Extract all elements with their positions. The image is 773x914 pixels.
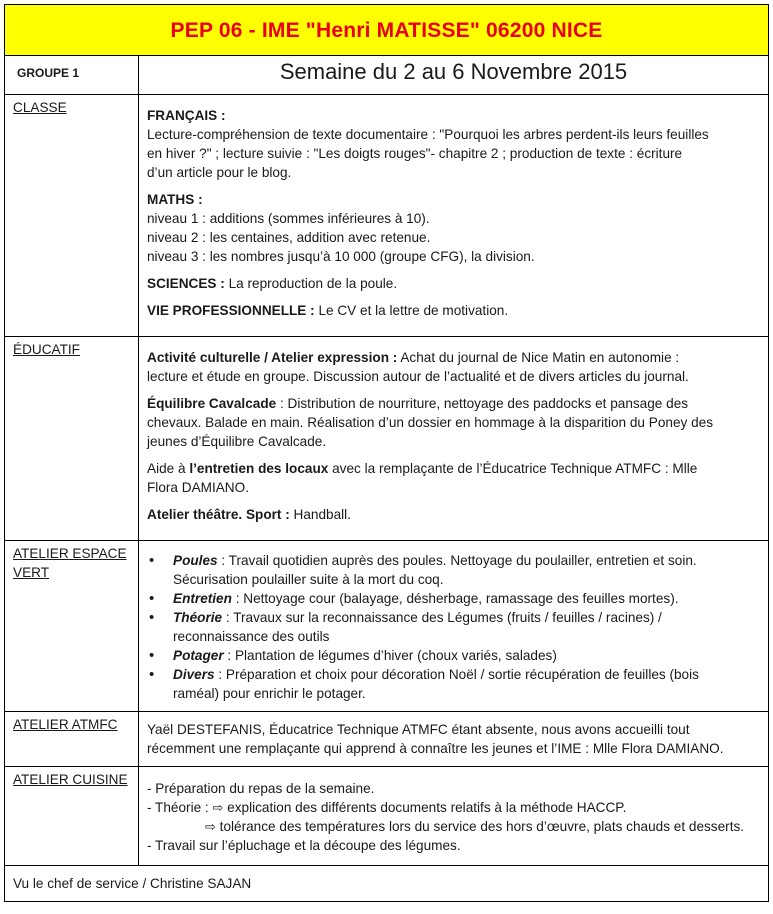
section-label-educatif: ÉDUCATIF <box>5 337 139 541</box>
item-text: : Nettoyage cour (balayage, désherbage, ramassage des feuilles mortes). <box>231 591 679 606</box>
label-line: ATELIER ESPACE <box>13 546 127 561</box>
arrow-right-icon: ⇨ <box>212 800 224 815</box>
equilibre-cavalcade-block <box>147 394 758 451</box>
atmfc-line: récemment une remplaçante qui apprend à connaître les jeunes et l’IME : Mlle Flora DAMIANO. <box>147 741 724 756</box>
document-title: PEP 06 - IME "Henri MATISSE" 06200 NICE <box>5 5 769 56</box>
item-title: Entretien <box>173 591 232 606</box>
section-label-classe: CLASSE <box>5 95 139 337</box>
sciences-block <box>147 274 758 293</box>
theatre-sport-block <box>147 505 758 524</box>
cuisine-subitem: explication des différents documents relatifs à la méthode HACCP. <box>223 800 627 815</box>
activite-culturelle-text: lecture et étude en groupe. Discussion autour de l’actualité et de divers articles du journal. <box>147 369 689 384</box>
item-title: Théorie <box>173 610 223 625</box>
list-item <box>147 665 758 703</box>
sciences-text: La reproduction de la poule. <box>224 276 398 291</box>
list-item <box>147 608 758 646</box>
list-item <box>147 551 758 589</box>
entretien-locaux-title: l’entretien des locaux <box>189 461 329 476</box>
equilibre-cavalcade-text: : Distribution de nourriture, nettoyage des paddocks et pansage des <box>276 396 689 411</box>
entretien-locaux-block <box>147 459 758 497</box>
item-text: Sécurisation poulailler suite à la mort du coq. <box>173 572 444 587</box>
activite-culturelle-title: Activité culturelle / Atelier expression : <box>147 350 398 365</box>
section-classe <box>5 95 769 337</box>
week-title: Semaine du 2 au 6 Novembre 2015 <box>139 56 769 95</box>
entretien-locaux-text: Flora DAMIANO. <box>147 480 249 495</box>
francais-line: Lecture-compréhension de texte documentaire : "Pourquoi les arbres perdent-ils leurs feuilles <box>147 127 709 142</box>
header-row <box>5 5 769 56</box>
maths-line: niveau 3 : les nombres jusqu’à 10 000 (groupe CFG), la division. <box>147 249 535 264</box>
list-item <box>147 646 758 665</box>
vie-pro-block <box>147 301 758 320</box>
francais-block <box>147 106 758 182</box>
section-content-cuisine <box>139 767 769 866</box>
group-label: GROUPE 1 <box>5 56 139 95</box>
atmfc-line: Yaël DESTEFANIS, Éducatrice Technique ATMFC étant absente, nous avons accueilli tout <box>147 722 690 737</box>
item-text: reconnaissance des outils <box>173 629 330 644</box>
section-educatif <box>5 337 769 541</box>
arrow-right-icon: ⇨ <box>205 819 216 834</box>
theatre-sport-text: Handball. <box>289 507 351 522</box>
section-cuisine <box>5 767 769 866</box>
francais-line: d’un article pour le blog. <box>147 165 292 180</box>
section-label-cuisine: ATELIER CUISINE <box>5 767 139 866</box>
label-line: VERT <box>13 565 50 580</box>
activite-culturelle-text: Achat du journal de Nice Matin en autonomie : <box>397 350 680 365</box>
maths-line: niveau 2 : les centaines, addition avec retenue. <box>147 230 431 245</box>
cuisine-line: - Préparation du repas de la semaine. <box>147 781 375 796</box>
section-atmfc <box>5 712 769 767</box>
maths-title: MATHS : <box>147 192 203 207</box>
item-text: : Travaux sur la reconnaissance des Légumes (fruits / feuilles / racines) / <box>222 610 662 625</box>
maths-block <box>147 190 758 266</box>
espace-vert-list <box>147 551 758 703</box>
activite-culturelle-block <box>147 348 758 386</box>
entretien-locaux-text: avec la remplaçante de l’Éducatrice Technique ATMFC : Mlle <box>328 461 698 476</box>
item-title: Poules <box>173 553 218 568</box>
equilibre-cavalcade-title: Équilibre Cavalcade <box>147 396 277 411</box>
report-table <box>4 4 769 902</box>
vie-pro-title: VIE PROFESSIONNELLE : <box>147 303 315 318</box>
item-text: raméal) pour enrichir le potager. <box>173 686 366 701</box>
section-espace-vert <box>5 541 769 712</box>
section-label-espace-vert <box>5 541 139 712</box>
cuisine-subitem: tolérance des températures lors du service des hors d’œuvre, plats chauds et desserts. <box>215 819 745 834</box>
item-text: : Plantation de légumes d’hiver (choux variés, salades) <box>223 648 557 663</box>
group-week-row <box>5 56 769 95</box>
signature-line: Vu le chef de service / Christine SAJAN <box>5 866 769 902</box>
weekly-report-sheet <box>4 4 768 902</box>
section-content-espace-vert <box>139 541 769 712</box>
section-content-classe <box>139 95 769 337</box>
section-content-educatif <box>139 337 769 541</box>
item-title: Potager <box>173 648 224 663</box>
section-label-atmfc: ATELIER ATMFC <box>5 712 139 767</box>
cuisine-line <box>147 817 758 836</box>
equilibre-cavalcade-text: chevaux. Balade en main. Réalisation d’un dossier en hommage à la disparition du Poney des <box>147 415 713 430</box>
entretien-locaux-pre: Aide à <box>147 461 190 476</box>
item-text: : Préparation et choix pour décoration Noël / sortie récupération de feuilles (bois <box>214 667 699 682</box>
vie-pro-text: Le CV et la lettre de motivation. <box>314 303 509 318</box>
francais-title: FRANÇAIS : <box>147 108 226 123</box>
theatre-sport-title: Atelier théâtre. Sport : <box>147 507 290 522</box>
cuisine-line <box>147 798 758 817</box>
cuisine-text <box>147 779 758 855</box>
atmfc-text <box>147 720 758 758</box>
list-item <box>147 589 758 608</box>
maths-line: niveau 1 : additions (sommes inférieures à 10). <box>147 211 430 226</box>
cuisine-prefix: - Théorie : <box>147 800 213 815</box>
item-title: Divers <box>173 667 215 682</box>
equilibre-cavalcade-text: jeunes d’Équilibre Cavalcade. <box>147 434 327 449</box>
section-content-atmfc <box>139 712 769 767</box>
sciences-title: SCIENCES : <box>147 276 225 291</box>
item-text: : Travail quotidien auprès des poules. Nettoyage du poulailler, entretien et soin. <box>217 553 697 568</box>
cuisine-line: - Travail sur l’épluchage et la découpe des légumes. <box>147 838 461 853</box>
footer-row <box>5 866 769 902</box>
francais-line: en hiver ?" ; lecture suivie : "Les doigts rouges"- chapitre 2 ; production de texte : écriture <box>147 146 683 161</box>
